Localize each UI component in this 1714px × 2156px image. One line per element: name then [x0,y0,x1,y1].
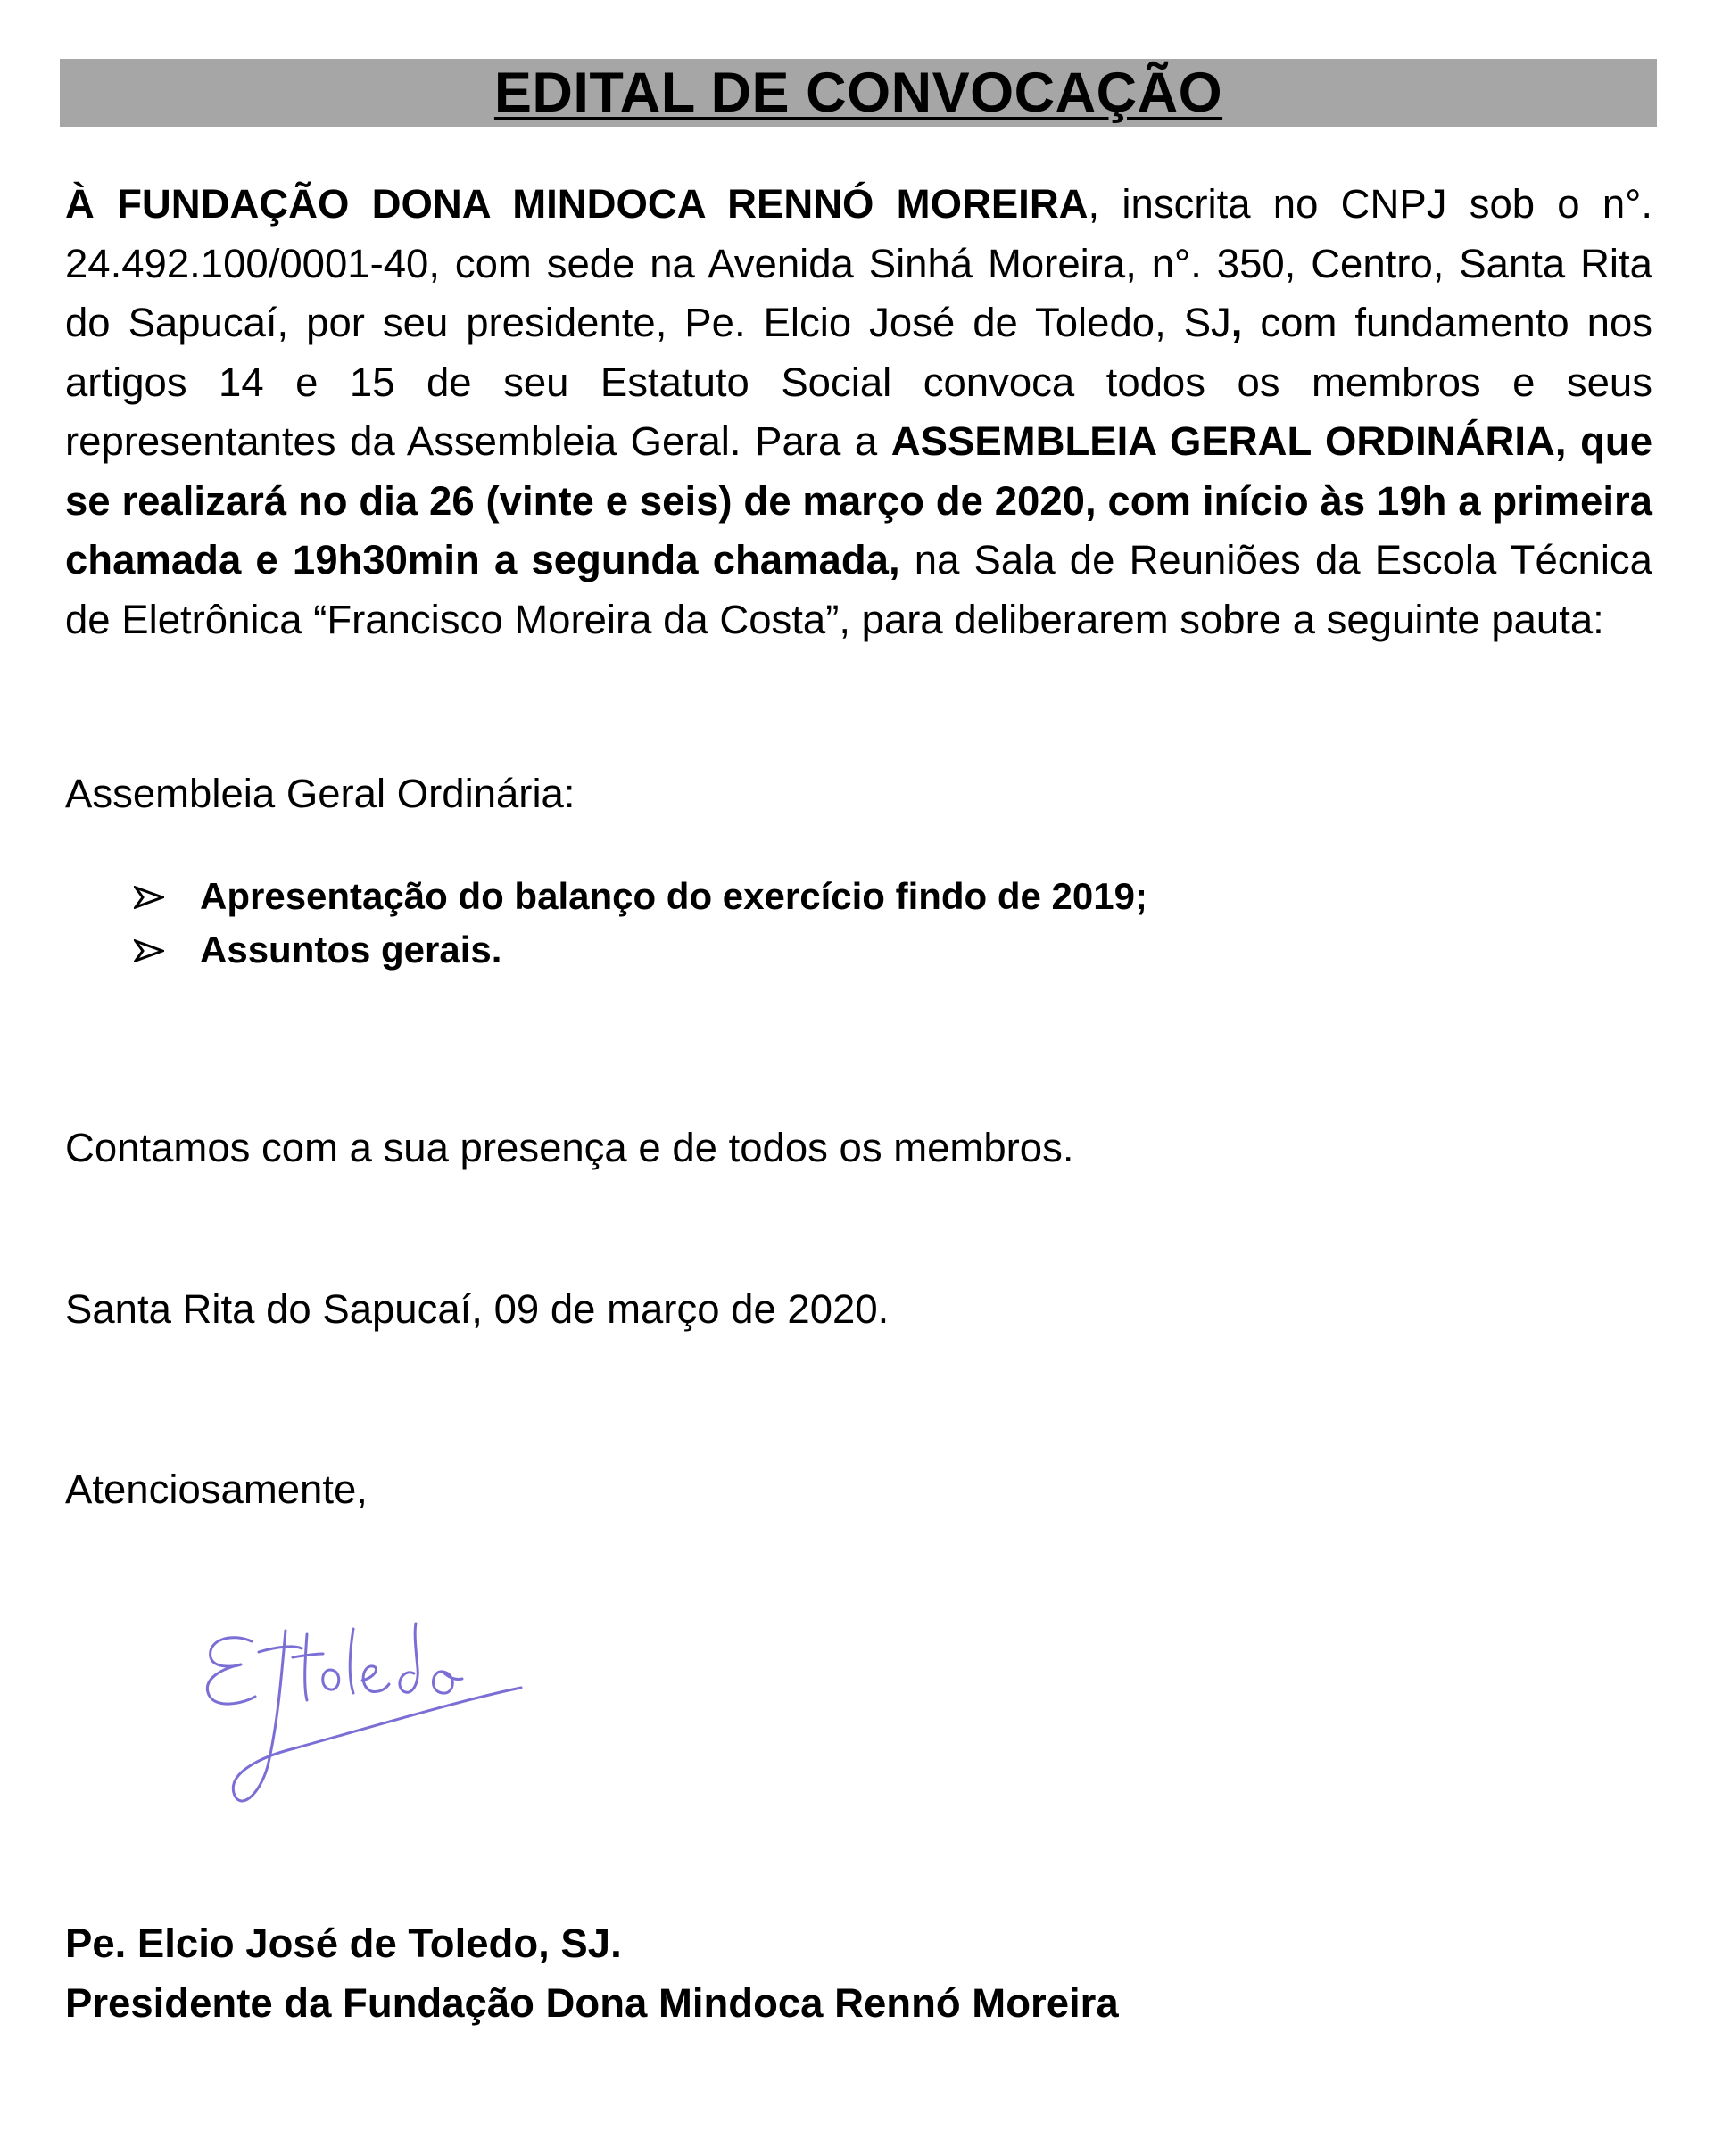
paragraph-text-3: na Sala de Reuniões da Escola Técnica de Eletrônica “Francisco Moreira da Costa”, para deliberarem sobre a seguinte pauta: [65,537,1652,642]
assembly-details: ASSEMBLEIA GERAL ORDINÁRIA, que se realizará no dia 26 (vinte e seis) de março de 2020, com início às 19h a primeira chamada e 19h30min a segunda chamada, [65,418,1653,582]
document-title: EDITAL DE CONVOCAÇÃO [493,62,1223,124]
agenda-list [134,870,1147,977]
title-bar [60,59,1657,127]
arrowhead-bullet-icon [134,886,164,909]
closing-line: Contamos com a sua presença e de todos os membros. [65,1125,1074,1170]
signer-name: Pe. Elcio José de Toledo, SJ. [65,1921,622,1966]
paragraph-comma: , [1230,300,1243,345]
arrowhead-bullet-icon [134,939,164,962]
foundation-name: À FUNDAÇÃO DONA MINDOCA RENNÓ MOREIRA [65,181,1089,227]
agenda-heading: Assembleia Geral Ordinária: [65,771,575,816]
agenda-item-text: Assuntos gerais. [200,929,502,971]
list-item [134,870,1147,923]
paragraph-text-2: com fundamento nos artigos 14 e 15 de seu Estatuto Social convoca todos os membros e seus representantes da Assembleia Geral. Para a [65,300,1653,464]
place-date: Santa Rita do Sapucaí, 09 de março de 2020. [65,1286,890,1332]
agenda-item-text: Apresentação do balanço do exercício findo de 2019; [200,875,1147,917]
list-item [134,923,1147,977]
convocation-paragraph [65,175,1652,649]
handwritten-signature-icon [196,1615,571,1829]
salutation: Atenciosamente, [65,1466,368,1512]
paragraph-text-1: , inscrita no CNPJ sob o n°. 24.492.100/0001-40, com sede na Avenida Sinhá Moreira, n°. 350, Centro, Santa Rita do Sapucaí, por seu presidente, Pe. Elcio José de Toledo, SJ [65,181,1652,345]
signer-role: Presidente da Fundação Dona Mindoca Rennó Moreira [65,1980,1119,2026]
